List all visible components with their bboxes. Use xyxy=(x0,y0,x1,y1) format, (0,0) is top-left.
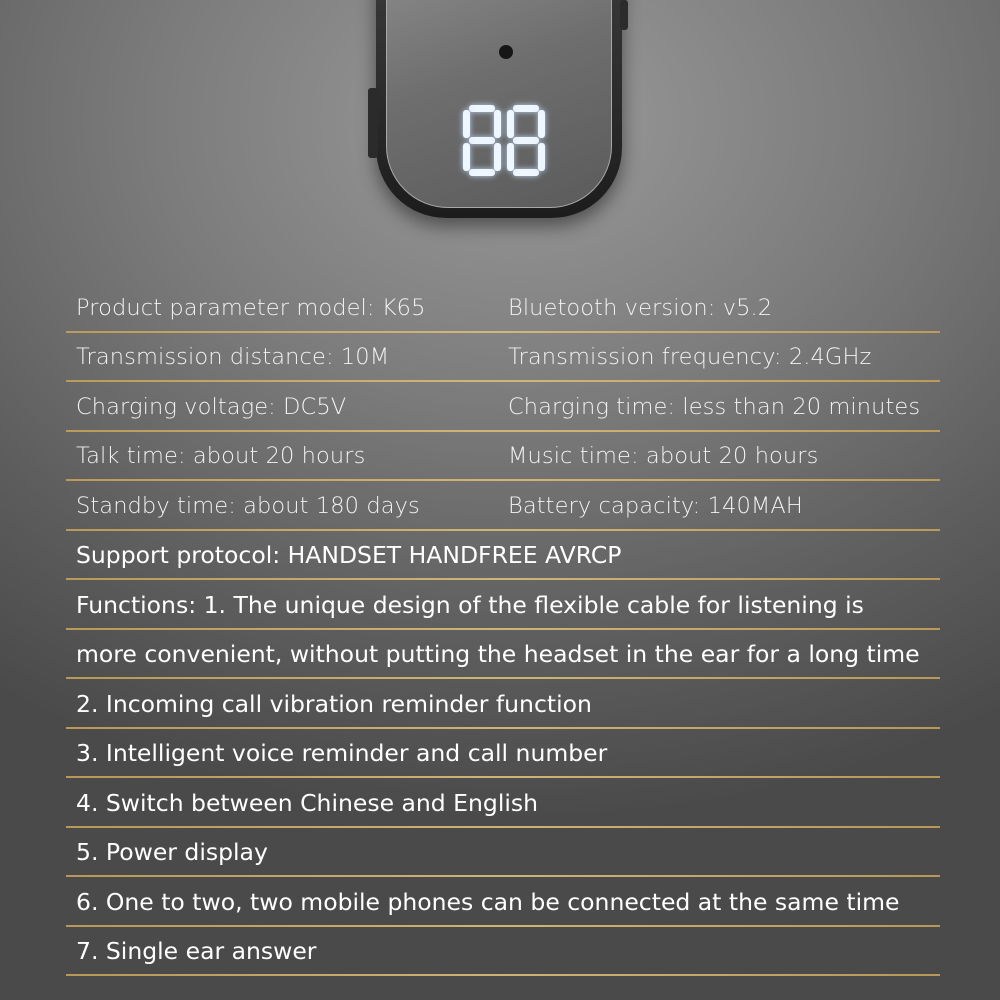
device-face xyxy=(386,0,612,208)
function-2: 2. Incoming call vibration reminder function xyxy=(76,689,592,718)
function-5: 5. Power display xyxy=(76,838,268,867)
spec-row xyxy=(66,531,940,581)
spec-bluetooth-version: Bluetooth version: v5.2 xyxy=(508,294,773,321)
spec-standby-time: Standby time: about 180 days xyxy=(76,492,420,519)
spec-table xyxy=(66,283,940,976)
function-row xyxy=(66,828,940,878)
led-power-display xyxy=(463,105,549,185)
function-6: 6. One to two, two mobile phones can be connected at the same time xyxy=(76,887,900,916)
earpiece-device xyxy=(376,0,622,218)
function-row xyxy=(66,630,940,680)
spec-transmission-frequency: Transmission frequency: 2.4GHz xyxy=(508,344,872,371)
side-button-right xyxy=(620,0,628,30)
function-3: 3. Intelligent voice reminder and call number xyxy=(76,739,608,768)
side-button-left xyxy=(368,88,378,158)
spec-talk-time: Talk time: about 20 hours xyxy=(76,443,366,470)
spec-music-time: Music time: about 20 hours xyxy=(508,443,819,470)
spec-transmission-distance: Transmission distance: 10M xyxy=(76,344,390,371)
spec-row xyxy=(66,283,940,333)
function-row xyxy=(66,729,940,779)
spec-charging-time: Charging time: less than 20 minutes xyxy=(508,393,921,420)
spec-model: Product parameter model: K65 xyxy=(76,294,426,321)
spec-row xyxy=(66,333,940,383)
spec-battery-capacity: Battery capacity: 140MAH xyxy=(508,492,803,519)
spec-charging-voltage: Charging voltage: DC5V xyxy=(76,393,347,420)
function-7: 7. Single ear answer xyxy=(76,937,317,966)
function-1-line-2: more convenient, without putting the headset in the ear for a long time xyxy=(76,640,920,669)
spec-support-protocol: Support protocol: HANDSET HANDFREE AVRCP xyxy=(76,541,622,570)
spec-row xyxy=(66,481,940,531)
microphone-hole xyxy=(499,45,513,59)
function-row xyxy=(66,877,940,927)
spec-row xyxy=(66,382,940,432)
function-row xyxy=(66,927,940,977)
spec-row xyxy=(66,432,940,482)
function-row xyxy=(66,580,940,630)
function-row xyxy=(66,778,940,828)
function-row xyxy=(66,679,940,729)
function-4: 4. Switch between Chinese and English xyxy=(76,788,539,817)
led-digit xyxy=(463,105,501,177)
led-digit xyxy=(507,105,545,177)
function-1-line-1: Functions: 1. The unique design of the flexible cable for listening is xyxy=(76,590,864,619)
